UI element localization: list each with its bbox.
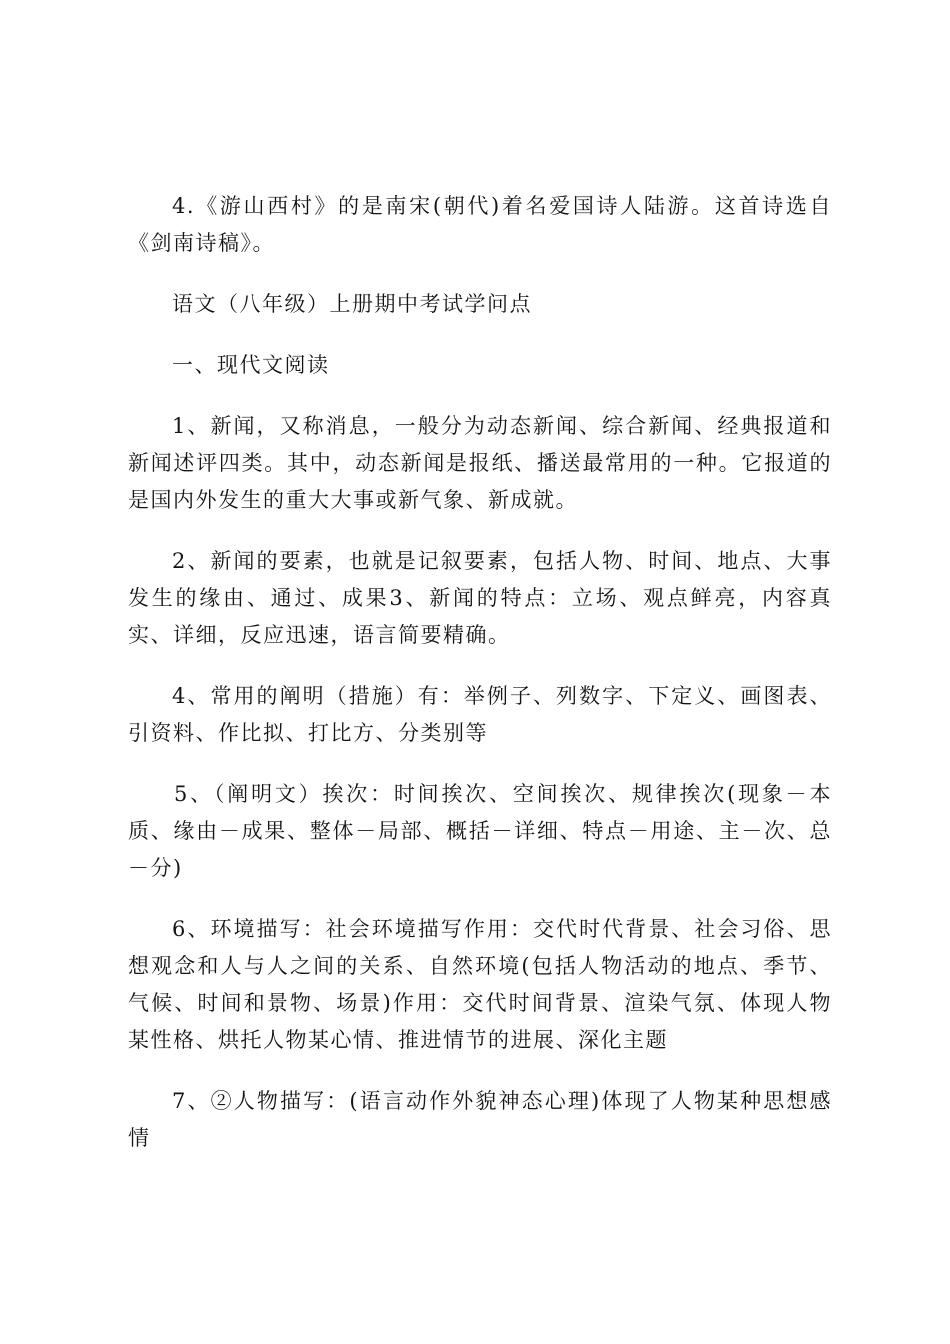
paragraph-item-1: 1、新闻，又称消息，一般分为动态新闻、综合新闻、经典报道和新闻述评四类。其中，动态新闻是报纸、播送最常用的一种。它报道的是国内外发生的重大大事或新气象、新成就。 — [128, 414, 832, 512]
paragraph-item-7: 7、②人物描写：(语言动作外貌神态心理)体现了人物某种思想感情 — [128, 1089, 832, 1150]
paragraph-section-title: 语文（八年级）上册期中考试学问点 — [172, 292, 532, 316]
document-body — [128, 188, 832, 1157]
paragraph-item-6: 6、环境描写：社会环境描写作用：交代时代背景、社会习俗、思想观念和人与人之间的关系、自然环境(包括人物活动的地点、季节、气候、时间和景物、场景)作用：交代时间背景、渲染气氛、体现人物某性格、烘托人物某心情、推进情节的进展、深化主题 — [128, 917, 832, 1052]
paragraph-heading-modern-reading: 一、现代文阅读 — [172, 353, 330, 377]
paragraph-item-4: 4、常用的阐明（措施）有：举例子、列数字、下定义、画图表、引资料、作比拟、打比方、分类别等 — [128, 684, 832, 745]
paragraph-poem-note: 4.《游山西村》的是南宋(朝代)着名爱国诗人陆游。这首诗选自《剑南诗稿》。 — [128, 194, 832, 255]
paragraph-item-2: 2、新闻的要素，也就是记叙要素，包括人物、时间、地点、大事发生的缘由、通过、成果3、新闻的特点：立场、观点鲜亮，内容真实、详细，反应迅速，语言简要精确。 — [128, 549, 832, 647]
paragraph-item-5: 5、（阐明文）挨次：时间挨次、空间挨次、规律挨次(现象－本质、缘由－成果、整体－局部、概括－详细、特点－用途、主－次、总－分) — [128, 782, 832, 880]
